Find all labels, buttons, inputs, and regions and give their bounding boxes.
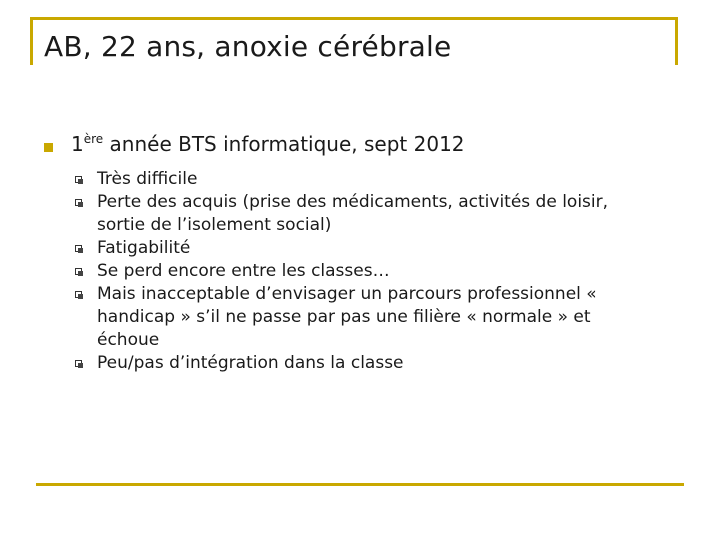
sub-bullet-item [75, 191, 635, 237]
square-bullet-icon [44, 143, 53, 152]
sub-bullet-text: Très difficile [97, 169, 198, 189]
sub-bullet-text: Se perd encore entre les classes… [97, 261, 390, 281]
sub-bullet-text: Mais inacceptable d’envisager un parcours professionnel « handicap » s’il ne passe par pas une filière « normale » et échoue [97, 284, 597, 350]
sub-bullet-item [75, 283, 635, 352]
checkbox-bullet-icon [75, 360, 82, 367]
checkbox-bullet-icon [75, 268, 82, 275]
checkbox-bullet-icon [75, 245, 82, 252]
frame-left-border [30, 17, 33, 65]
sub-bullet-item [75, 352, 635, 375]
sub-bullet-text: Peu/pas d’intégration dans la classe [97, 353, 404, 373]
main-bullet-superscript: ère [83, 132, 104, 146]
main-bullet [71, 132, 465, 156]
main-bullet-text: année BTS informatique, sept 2012 [103, 132, 465, 156]
frame-bottom-border [36, 483, 684, 486]
sub-bullet-item [75, 237, 635, 260]
main-bullet-prefix: 1 [71, 132, 84, 156]
sub-bullet-text: Fatigabilité [97, 238, 191, 258]
sub-bullet-item [75, 168, 635, 191]
checkbox-bullet-icon [75, 199, 82, 206]
sub-bullet-item [75, 260, 635, 283]
checkbox-bullet-icon [75, 176, 82, 183]
slide-title: AB, 22 ans, anoxie cérébrale [44, 30, 452, 63]
frame-right-border [675, 17, 678, 65]
frame-top-border [30, 17, 678, 20]
sub-bullet-list [75, 168, 635, 375]
checkbox-bullet-icon [75, 291, 82, 298]
sub-bullet-text: Perte des acquis (prise des médicaments, activités de loisir, sortie de l’isolement social) [97, 192, 609, 235]
